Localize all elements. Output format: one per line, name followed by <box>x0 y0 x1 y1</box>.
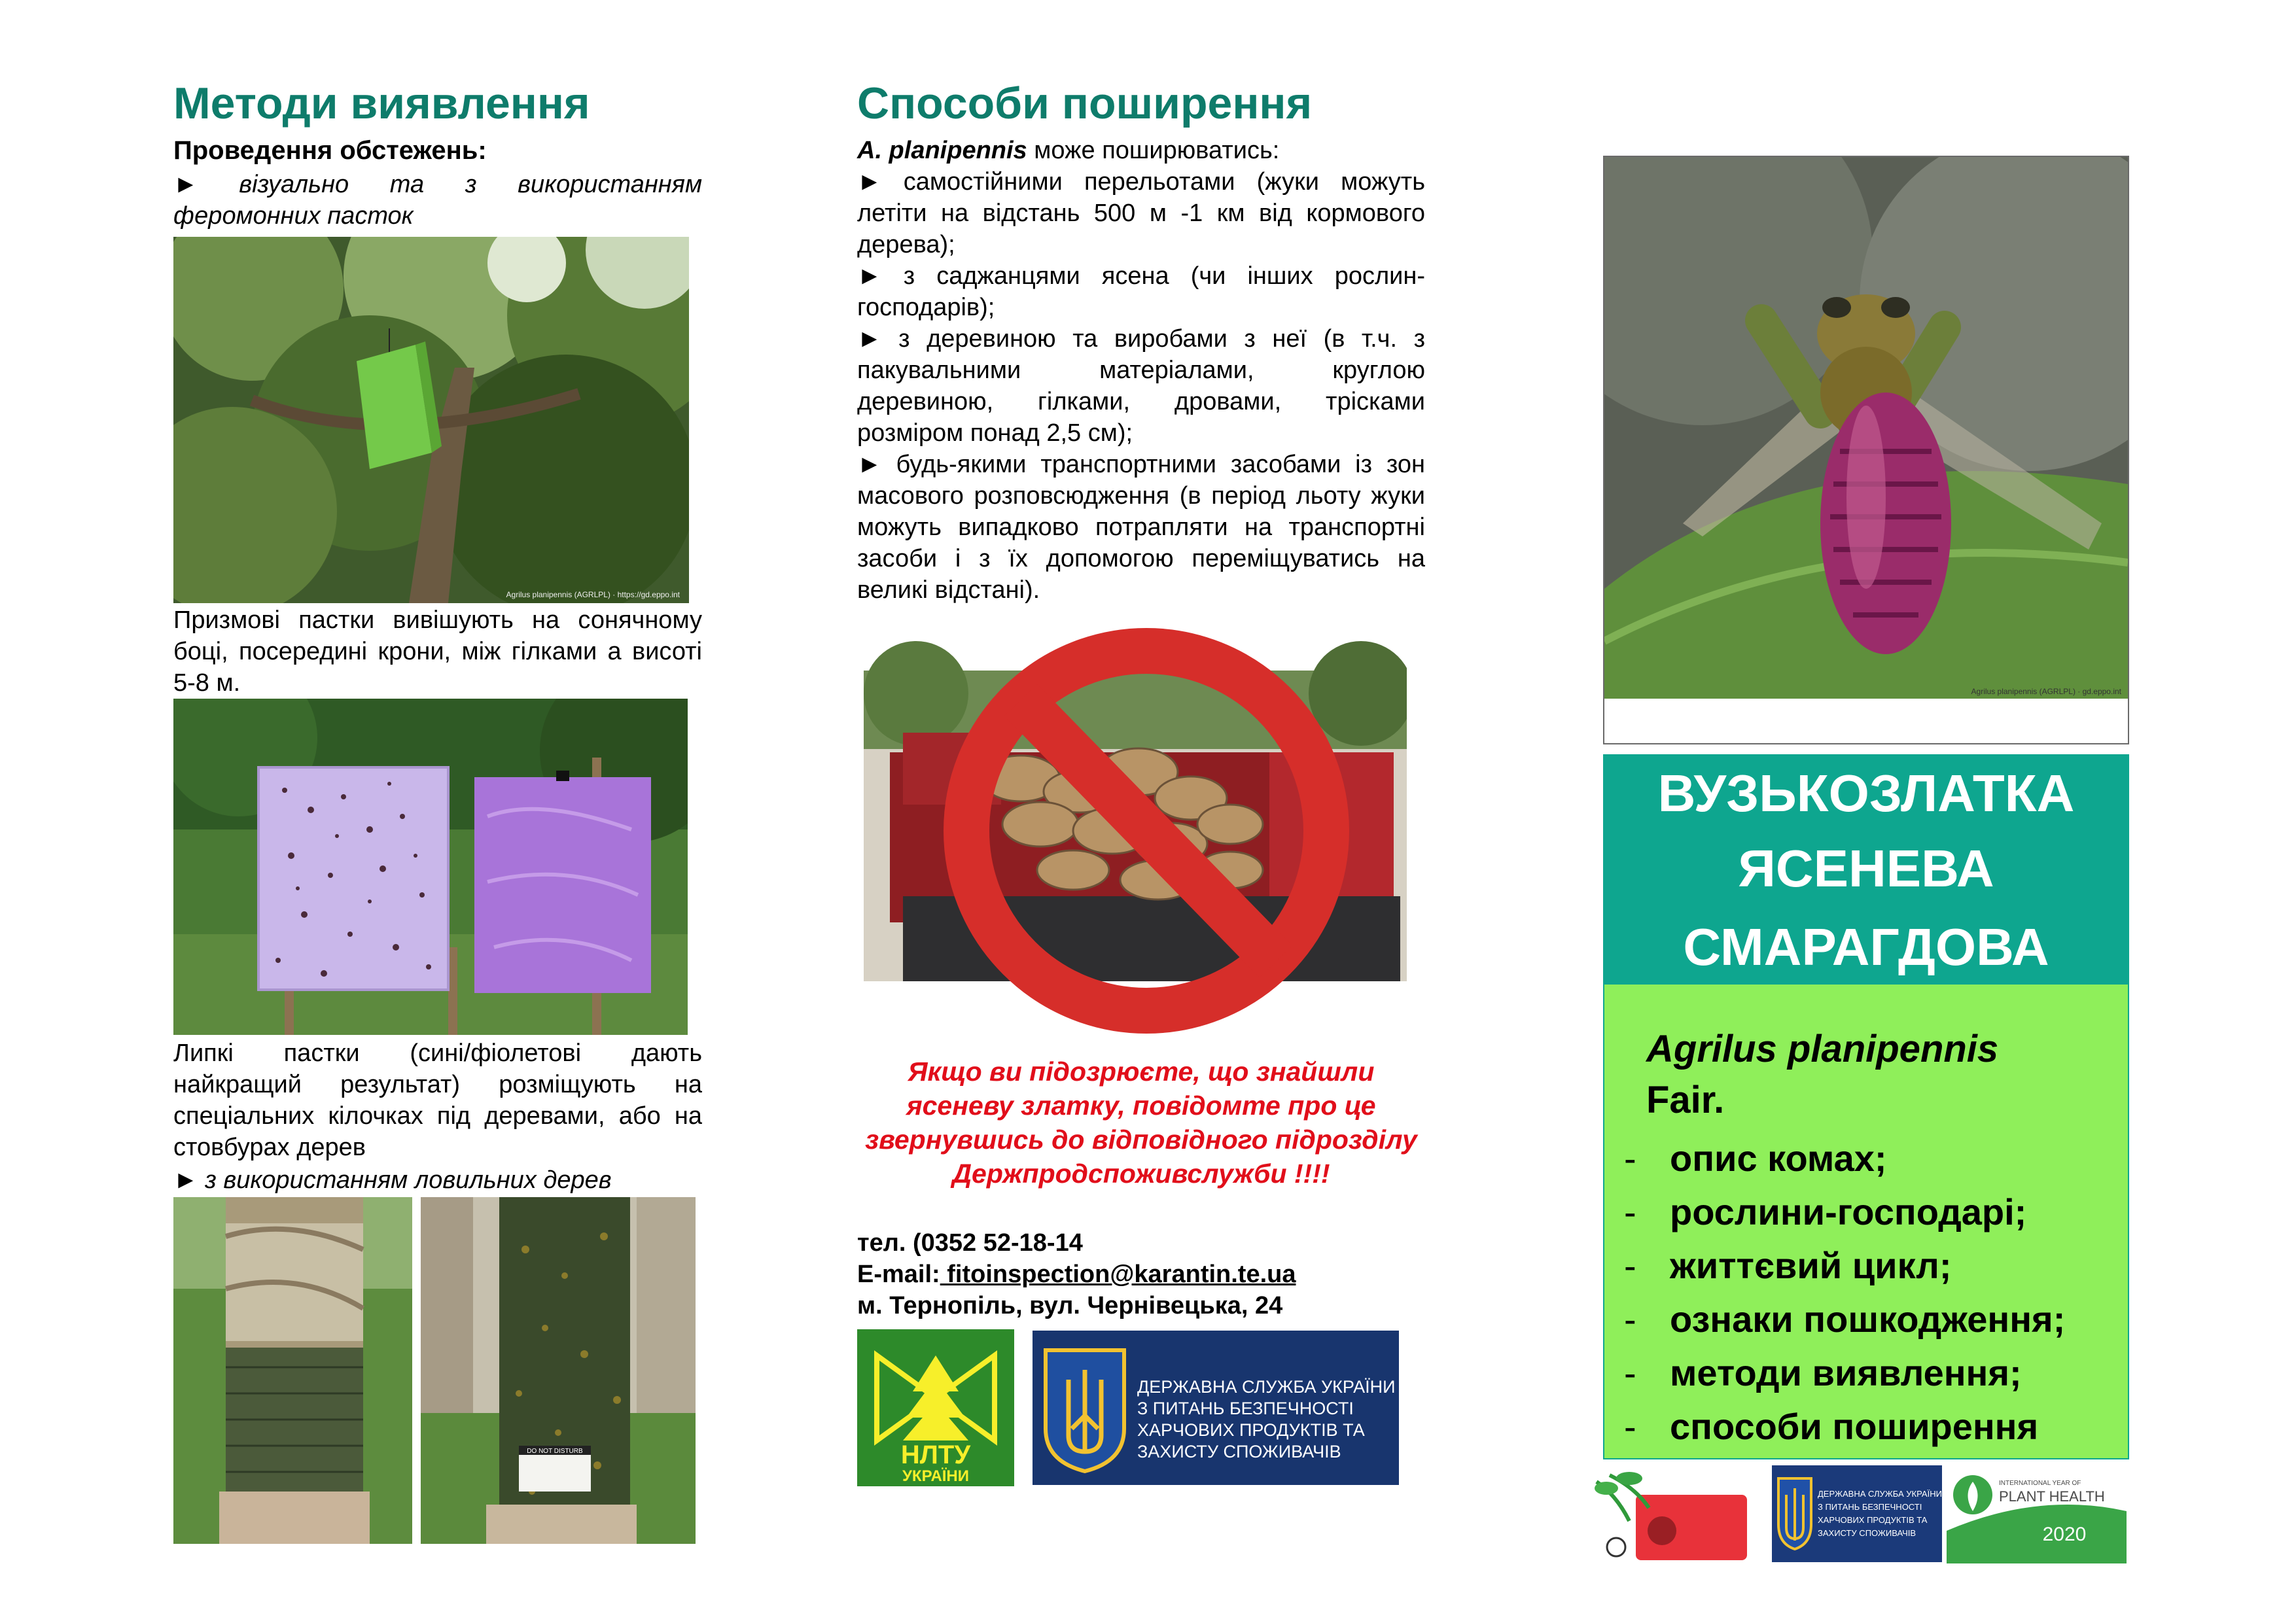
email-label: E-mail: <box>857 1261 940 1288</box>
contents-item: - життєвий цикл; <box>1624 1245 1952 1286</box>
service-logo-small-line4: ЗАХИСТУ СПОЖИВАЧІВ <box>1818 1528 1916 1538</box>
cover-photo-credit: Agrilus planipennis (AGRLPL) · gd.eppo.int <box>1971 687 2121 696</box>
service-logo-line3: ХАРЧОВИХ ПРОДУКТІВ ТА <box>1137 1420 1365 1440</box>
cover-frame <box>1603 156 2129 744</box>
spread-item: ► з саджанцями ясена (чи інших рослин-господарів); <box>857 262 1425 321</box>
spread-item: ► з деревиною та виробами з неї (в т.ч. з пакувальними матеріалами, круглою деревиною, гілками, дровами, трісками розміром понад 2,5 см); <box>857 325 1425 447</box>
visual-bullet: ► візуально та з використанням феромонних пасток <box>173 171 702 230</box>
sign-text: DO NOT DISTURB <box>527 1448 583 1455</box>
service-logo-small-line3: ХАРЧОВИХ ПРОДУКТІВ ТА <box>1818 1515 1928 1525</box>
cover-title <box>1603 754 2129 983</box>
left-heading: Методи виявлення <box>173 79 590 128</box>
trap-tree-photo-1 <box>173 1197 412 1544</box>
sticky-traps-photo <box>173 699 688 1035</box>
photo-credit: Agrilus planipennis (AGRLPL) · https://gd.eppo.int <box>506 590 680 599</box>
spread-list <box>857 166 1425 606</box>
report-warning: Якщо ви підозрюєте, що знайшли ясеневу златку, повідомте про це звернувшись до відповідного підрозділу Держпродспоживслужби !!!! <box>865 1056 1417 1189</box>
phone: тел. (0352 52-18-14 <box>857 1229 1083 1257</box>
email-line <box>857 1259 1446 1290</box>
food-safety-service-logo <box>1033 1331 1399 1485</box>
service-logo-small-line2: З ПИТАНЬ БЕЗПЕЧНОСТІ <box>1818 1502 1922 1512</box>
plant-health-line1: INTERNATIONAL YEAR OF <box>1999 1480 2081 1487</box>
plant-health-2020-logo <box>1947 1465 2127 1563</box>
plant-health-line2: PLANT HEALTH <box>1999 1488 2105 1505</box>
prism-trap-photo <box>173 237 689 603</box>
service-logo-line2: З ПИТАНЬ БЕЗПЕЧНОСТІ <box>1137 1399 1354 1418</box>
cover-title-line: ЯСЕНЕВА <box>1738 839 1994 898</box>
survey-subheading: Проведення обстежень: <box>173 136 487 165</box>
nltu-logo-line1: НЛТУ <box>900 1440 971 1469</box>
contents-item: - ознаки пошкодження; <box>1624 1299 2066 1340</box>
contents-item: - методи виявлення; <box>1624 1352 2022 1393</box>
species-name: Agrilus planipennis <box>1646 1028 1999 1070</box>
contents-item: - способи поширення <box>1624 1406 2039 1447</box>
middle-heading: Способи поширення <box>857 79 1313 128</box>
plant-illustration-logo <box>1590 1469 1767 1567</box>
spread-item: ► самостійними перельотами (жуки можуть летіти на відстань 500 м -1 км від кормового дерева); <box>857 168 1425 258</box>
spread-item: ► будь-якими транспортними засобами із зон масового розповсюдження (в період льоту жуки можуть випадково потрапляти на транспортні засоби і з їх допомогою переміщуватись на великі відстані). <box>857 451 1425 604</box>
nltu-logo-line2: УКРАЇНИ <box>902 1467 970 1485</box>
nltu-logo <box>857 1329 1014 1486</box>
sticky-trap-caption: Липкі пастки (сині/фіолетові дають найкращий результат) розміщують на спеціальних кілочках під деревами, або на стовбурах дерев <box>173 1039 702 1161</box>
cover-title-line: СМАРАГДОВА <box>1683 918 2049 976</box>
contents-list <box>1604 1132 2130 1454</box>
service-logo-small-line1: ДЕРЖАВНА СЛУЖБА УКРАЇНИ <box>1818 1489 1942 1499</box>
service-logo-line4: ЗАХИСТУ СПОЖИВАЧІВ <box>1137 1442 1341 1461</box>
species-abbrev: A. planipennis <box>857 137 1027 164</box>
address: м. Тернопіль, вул. Чернівецька, 24 <box>857 1292 1283 1319</box>
trap-trees-bullet: ► з використанням ловильних дерев <box>173 1166 612 1194</box>
food-safety-service-logo-small <box>1772 1465 1942 1562</box>
cover-title-line: ВУЗЬКОЗЛАТКА <box>1657 764 2075 822</box>
prism-trap-caption: Призмові пастки вивішують на сонячному боці, посередині крони, між гілками а висоті 5-8 м. <box>173 606 702 697</box>
spread-intro <box>857 135 1279 166</box>
contents-box <box>1603 983 2129 1459</box>
plant-health-year: 2020 <box>2042 1524 2087 1545</box>
email-link[interactable]: fitoinspection@karantin.te.ua <box>940 1261 1296 1288</box>
contents-item: - опис комах; <box>1624 1138 1887 1179</box>
species-author: Fair. <box>1646 1079 1725 1121</box>
contact-block <box>857 1227 1446 1321</box>
trap-tree-photo-2 <box>421 1197 696 1544</box>
contents-item: - рослини-господарі; <box>1624 1191 2027 1232</box>
spread-intro-rest: може поширюватись: <box>1027 137 1280 164</box>
service-logo-line1: ДЕРЖАВНА СЛУЖБА УКРАЇНИ <box>1137 1377 1396 1397</box>
no-firewood-transport-image <box>864 621 1407 1040</box>
emerald-ash-borer-photo <box>1604 157 2128 699</box>
